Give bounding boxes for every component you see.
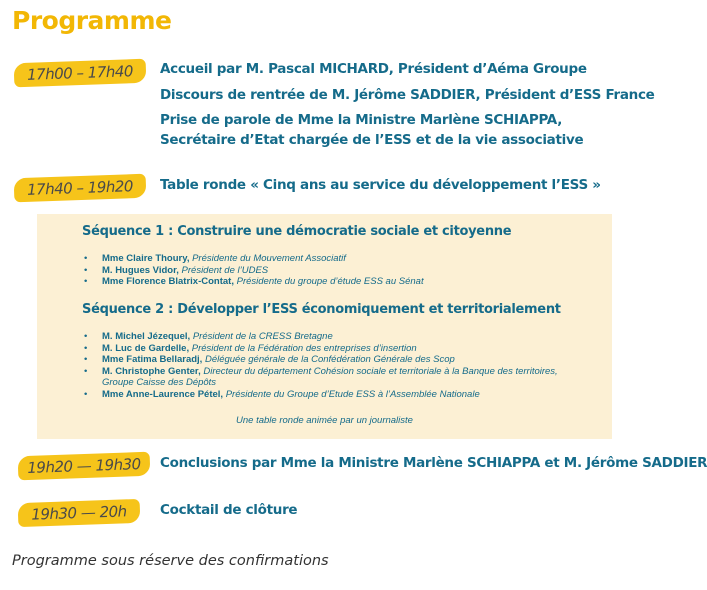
speaker-name: Mme Claire Thoury,: [102, 253, 190, 264]
speaker-list: [82, 253, 582, 288]
list-item: [82, 354, 582, 366]
event-line: Accueil par M. Pascal MICHARD, Président d’Aéma Groupe: [160, 61, 587, 77]
event-line: Secrétaire d’Etat chargée de l’ESS et de la vie associative: [160, 132, 584, 148]
speaker-name: Mme Florence Blatrix-Contat,: [102, 276, 234, 288]
list-item: [82, 366, 582, 389]
sequence-title: Séquence 1 : Construire une démocratie sociale et citoyenne: [82, 224, 512, 239]
time-badge: 19h20 — 19h30: [18, 452, 151, 481]
speaker-role: Présidente du groupe d’étude ESS au Sénat: [236, 276, 424, 288]
speaker-role: Président de l’UDES: [181, 264, 269, 276]
speaker-name: Mme Anne-Laurence Pétel,: [102, 388, 224, 400]
speaker-role: Directeur du département Cohésion sociale et territoriale à la Banque des territoires, Groupe Caisse des Dépôts: [102, 365, 558, 389]
speaker-name: M. Luc de Gardelle,: [102, 342, 190, 354]
speaker-role: Présidente du Groupe d’Etude ESS à l’Assemblée Nationale: [225, 388, 480, 400]
speaker-name: M. Michel Jézequel,: [102, 331, 191, 342]
time-badge: 17h40 – 19h20: [14, 174, 147, 203]
speaker-list: [82, 331, 582, 401]
list-item: [82, 331, 582, 343]
list-item: [82, 253, 582, 265]
footer-note: Programme sous réserve des confirmations: [12, 553, 329, 569]
round-table-box: [37, 214, 612, 439]
sequence-title: Séquence 2 : Développer l’ESS économiquement et territorialement: [82, 302, 561, 317]
speaker-role: Président de la CRESS Bretagne: [192, 331, 333, 342]
event-line: Discours de rentrée de M. Jérôme SADDIER, Président d’ESS France: [160, 87, 655, 103]
list-item: [82, 265, 582, 277]
time-badge: 19h30 — 20h: [18, 499, 141, 527]
speaker-role: Déléguée générale de la Confédération Générale des Scop: [204, 354, 455, 366]
list-item: [82, 343, 582, 355]
speaker-name: M. Christophe Genter,: [102, 365, 201, 377]
speaker-name: M. Hugues Vidor,: [102, 264, 179, 276]
list-item: [82, 276, 582, 288]
event-line: Cocktail de clôture: [160, 502, 298, 518]
event-line: Conclusions par Mme la Ministre Marlène SCHIAPPA et M. Jérôme SADDIER: [160, 455, 707, 471]
speaker-role: Présidente du Mouvement Associatif: [192, 253, 346, 264]
list-item: [82, 389, 582, 401]
event-line: Prise de parole de Mme la Ministre Marlène SCHIAPPA,: [160, 112, 563, 128]
event-line: Table ronde « Cinq ans au service du développement l’ESS »: [160, 177, 601, 193]
time-badge: 17h00 – 17h40: [14, 59, 147, 88]
speaker-role: Président de la Fédération des entreprises d’insertion: [191, 342, 417, 354]
moderator-note: Une table ronde animée par un journaliste: [236, 415, 413, 426]
speaker-name: Mme Fatima Bellaradj,: [102, 354, 203, 366]
page-title: Programme: [12, 6, 172, 35]
